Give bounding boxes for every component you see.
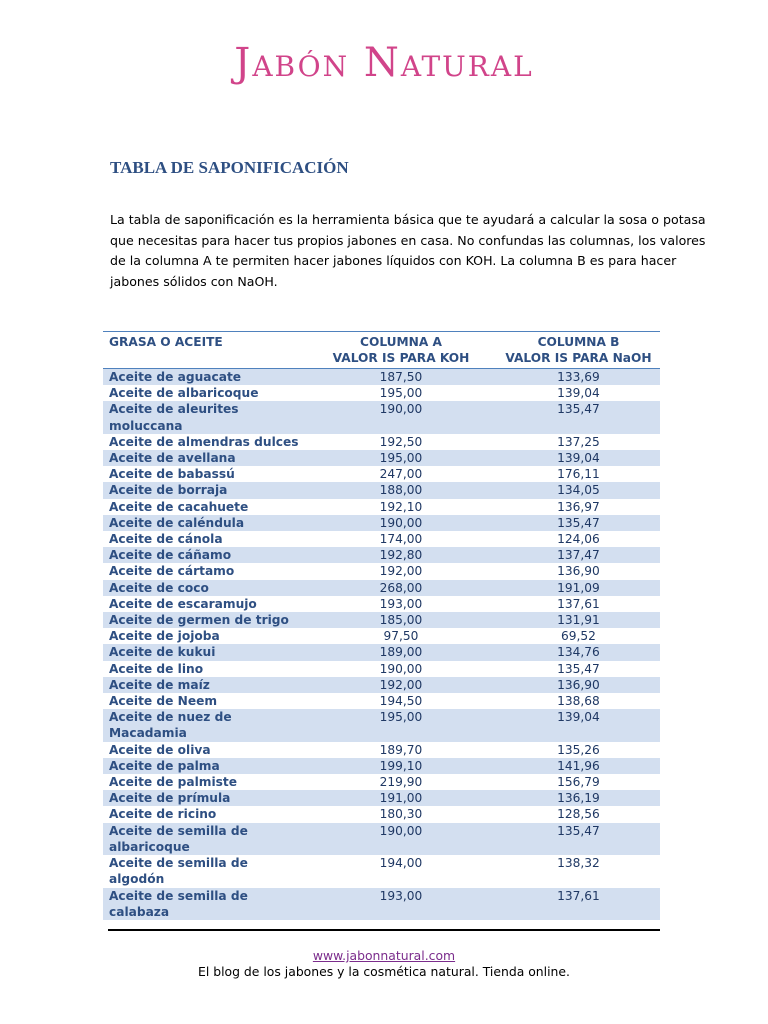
oil-name-cell <box>103 515 305 531</box>
table-row <box>103 466 660 482</box>
oil-name-cell <box>103 693 305 709</box>
naoh-value-cell: 136,19 <box>497 790 660 806</box>
oil-name-cell <box>103 401 305 433</box>
table-row <box>103 628 660 644</box>
oil-name-cell <box>103 677 305 693</box>
table-row <box>103 790 660 806</box>
header-columna-a <box>305 332 497 369</box>
oil-name-cell <box>103 563 305 579</box>
koh-value-cell: 189,70 <box>379 742 423 757</box>
naoh-value-cell: 156,79 <box>557 775 600 790</box>
oil-name-line: Aceite de escaramujo <box>109 596 257 611</box>
oil-name-cell <box>103 434 305 450</box>
koh-value-cell: 190,00 <box>305 401 497 433</box>
oil-name-cell <box>103 758 305 774</box>
naoh-value-cell: 135,47 <box>497 823 660 855</box>
oil-name-cell <box>103 612 305 628</box>
table-row <box>103 742 660 758</box>
table-row <box>103 450 660 466</box>
naoh-value-cell: 134,76 <box>497 644 660 660</box>
oil-name-line: Aceite de almendras dulces <box>109 434 299 449</box>
oil-name-cell <box>103 547 305 563</box>
koh-value-cell: 190,00 <box>379 661 423 676</box>
table-row <box>103 888 660 920</box>
table-row <box>103 693 660 709</box>
oil-name-line: Aceite de cacahuete <box>109 499 249 514</box>
intro-line: La tabla de saponificación es la herramienta básica que te ayudará a calcular la sosa o potasa <box>110 212 706 227</box>
koh-value-cell: 199,10 <box>305 758 497 774</box>
header-line: GRASA O ACEITE <box>109 335 223 349</box>
koh-value-cell: 192,00 <box>305 677 497 693</box>
naoh-value-cell: 136,90 <box>557 564 600 579</box>
naoh-value-cell: 135,47 <box>497 401 660 433</box>
koh-value-cell: 188,00 <box>305 482 497 498</box>
table-row <box>103 596 660 612</box>
oil-name-line: Aceite de Neem <box>109 694 218 709</box>
footer-website-link[interactable]: www.jabonnatural.com <box>312 948 456 963</box>
page-title: TABLA DE SAPONIFICACIÓN <box>110 158 349 177</box>
oil-name-line: Macadamia <box>109 726 187 741</box>
oil-name-cell <box>103 596 305 612</box>
oil-name-cell <box>103 742 305 758</box>
oil-name-cell <box>103 823 305 855</box>
oil-name-line: Aceite de palma <box>109 758 220 773</box>
table-row <box>103 401 660 433</box>
oil-name-line: calabaza <box>109 904 170 919</box>
koh-value-cell: 192,00 <box>379 564 423 579</box>
koh-value-cell: 219,90 <box>379 775 423 790</box>
oil-name-line: Aceite de palmiste <box>109 775 238 790</box>
oil-name-line: albaricoque <box>109 839 190 854</box>
koh-value-cell: 192,50 <box>379 434 423 449</box>
koh-value-cell: 185,00 <box>305 612 497 628</box>
oil-name-line: Aceite de germen de trigo <box>109 613 289 628</box>
oil-name-line: Aceite de kukui <box>109 645 216 660</box>
oil-name-line: Aceite de borraja <box>109 483 228 498</box>
header-grasa <box>103 332 305 369</box>
oil-name-cell <box>103 628 305 644</box>
koh-value-cell: 195,00 <box>305 450 497 466</box>
footer-tagline: El blog de los jabones y la cosmética natural. Tienda online. <box>198 964 570 979</box>
header-line: COLUMNA B <box>537 335 620 349</box>
table-row <box>103 774 660 790</box>
table-row <box>103 677 660 693</box>
table-body <box>103 369 660 920</box>
oil-name-line: Aceite de semilla de <box>109 823 248 838</box>
table-row <box>103 661 660 677</box>
koh-value-cell: 189,00 <box>305 644 497 660</box>
naoh-value-cell: 131,91 <box>497 612 660 628</box>
koh-value-cell: 193,00 <box>379 596 423 611</box>
naoh-value-cell: 69,52 <box>561 629 596 644</box>
oil-name-cell <box>103 644 305 660</box>
oil-name-line: Aceite de albaricoque <box>109 386 259 401</box>
footer-divider <box>108 929 660 931</box>
koh-value-cell: 268,00 <box>305 580 497 596</box>
oil-name-line: moluccana <box>109 418 183 433</box>
oil-name-line: Aceite de babassú <box>109 467 235 482</box>
intro-paragraph <box>110 210 706 292</box>
naoh-value-cell: 136,97 <box>557 499 600 514</box>
naoh-value-cell: 135,47 <box>557 661 600 676</box>
table-row <box>103 823 660 855</box>
oil-name-line: Aceite de maíz <box>109 677 210 692</box>
koh-value-cell: 190,00 <box>305 823 497 855</box>
intro-line: jabones sólidos con NaOH. <box>110 273 278 289</box>
oil-name-line: Aceite de aleurites <box>109 402 239 417</box>
koh-value-cell: 192,10 <box>379 499 423 514</box>
brand-logo: Jabón Natural <box>234 40 534 86</box>
naoh-value-cell: 137,61 <box>557 596 600 611</box>
oil-name-cell <box>103 661 305 677</box>
intro-line: que necesitas para hacer tus propios jabones en casa. No confundas las columnas, los valores <box>110 232 706 248</box>
naoh-value-cell: 135,47 <box>497 515 660 531</box>
table-row <box>103 758 660 774</box>
naoh-value-cell: 137,25 <box>557 434 600 449</box>
table-row <box>103 806 660 822</box>
oil-name-cell <box>103 774 305 790</box>
koh-value-cell: 195,00 <box>379 386 423 401</box>
naoh-value-cell: 137,47 <box>497 547 660 563</box>
oil-name-line: Aceite de coco <box>109 580 209 595</box>
header-line: COLUMNA A <box>360 335 442 349</box>
naoh-value-cell: 141,96 <box>497 758 660 774</box>
naoh-value-cell: 191,09 <box>497 580 660 596</box>
koh-value-cell: 247,00 <box>379 467 423 482</box>
oil-name-line: Aceite de nuez de <box>109 710 232 725</box>
oil-name-line: Aceite de aguacate <box>109 370 242 384</box>
koh-value-cell: 180,30 <box>379 807 423 822</box>
saponification-table <box>103 331 660 920</box>
oil-name-cell <box>103 369 305 386</box>
table-row <box>103 515 660 531</box>
table-row <box>103 547 660 563</box>
oil-name-line: Aceite de cártamo <box>109 564 235 579</box>
oil-name-cell <box>103 499 305 515</box>
naoh-value-cell: 139,04 <box>497 450 660 466</box>
table-row <box>103 855 660 887</box>
naoh-value-cell: 139,04 <box>497 709 660 741</box>
naoh-value-cell: 137,61 <box>497 888 660 920</box>
oil-name-line: Aceite de prímula <box>109 791 231 806</box>
oil-name-line: Aceite de oliva <box>109 742 211 757</box>
koh-value-cell: 194,00 <box>379 856 423 871</box>
oil-name-cell <box>103 466 305 482</box>
koh-value-cell: 192,80 <box>305 547 497 563</box>
koh-value-cell: 195,00 <box>305 709 497 741</box>
oil-name-line: Aceite de avellana <box>109 451 236 466</box>
naoh-value-cell: 176,11 <box>557 467 600 482</box>
oil-name-cell <box>103 888 305 920</box>
koh-value-cell: 194,50 <box>379 694 423 709</box>
table-row <box>103 580 660 596</box>
naoh-value-cell: 133,69 <box>497 369 660 386</box>
naoh-value-cell: 134,05 <box>497 482 660 498</box>
table-row <box>103 434 660 450</box>
oil-name-line: Aceite de caléndula <box>109 515 245 530</box>
table-row <box>103 563 660 579</box>
koh-value-cell: 97,50 <box>383 629 419 644</box>
oil-name-cell <box>103 580 305 596</box>
oil-name-line: Aceite de jojoba <box>109 629 220 644</box>
naoh-value-cell: 124,06 <box>557 532 600 547</box>
table-row <box>103 531 660 547</box>
naoh-value-cell: 138,68 <box>557 694 600 709</box>
oil-name-cell <box>103 790 305 806</box>
koh-value-cell: 193,00 <box>305 888 497 920</box>
oil-name-line: Aceite de semilla de algodón <box>109 856 248 887</box>
naoh-value-cell: 135,26 <box>557 742 600 757</box>
table-row <box>103 709 660 741</box>
table-row <box>103 612 660 628</box>
koh-value-cell: 174,00 <box>379 532 423 547</box>
koh-value-cell: 187,50 <box>305 369 497 386</box>
oil-name-line: Aceite de semilla de <box>109 888 248 903</box>
oil-name-cell <box>103 450 305 466</box>
table-row <box>103 385 660 401</box>
koh-value-cell: 191,00 <box>305 790 497 806</box>
oil-name-line: Aceite de lino <box>109 661 204 676</box>
table-header <box>103 332 660 369</box>
intro-line: de la columna A te permiten hacer jabones líquidos con KOH. La columna B es para hacer <box>110 253 677 268</box>
oil-name-cell <box>103 482 305 498</box>
header-line: VALOR IS PARA KOH <box>332 351 470 365</box>
naoh-value-cell: 136,90 <box>497 677 660 693</box>
naoh-value-cell: 139,04 <box>557 386 600 401</box>
table-row <box>103 482 660 498</box>
table-row <box>103 499 660 515</box>
table-row <box>103 644 660 660</box>
naoh-value-cell: 128,56 <box>557 807 600 822</box>
naoh-value-cell: 138,32 <box>557 856 600 871</box>
oil-name-cell <box>103 855 305 887</box>
header-columna-b <box>497 332 660 369</box>
oil-name-cell <box>103 806 305 822</box>
table-header-row <box>103 332 660 369</box>
header-line: VALOR IS PARA NaOH <box>505 351 652 365</box>
oil-name-line: Aceite de cánola <box>109 532 223 547</box>
oil-name-cell <box>103 385 305 401</box>
oil-name-line: Aceite de ricino <box>109 807 217 822</box>
koh-value-cell: 190,00 <box>305 515 497 531</box>
table-row <box>103 369 660 386</box>
oil-name-cell <box>103 531 305 547</box>
oil-name-line: Aceite de cáñamo <box>109 548 232 563</box>
oil-name-cell <box>103 709 305 741</box>
